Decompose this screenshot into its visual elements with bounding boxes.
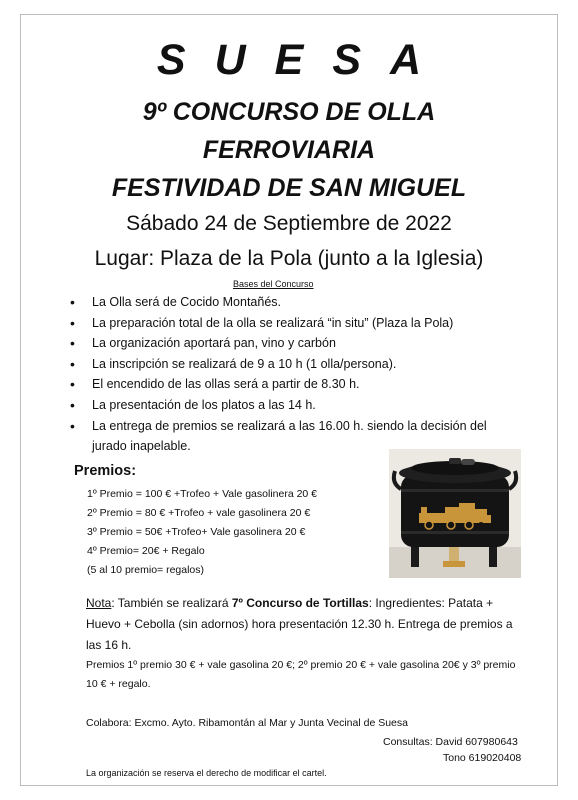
contact-line-2: Tono 619020408 xyxy=(443,752,522,764)
rule-item: • La entrega de premios se realizará a las 16.00 h. siendo la decisión del jurado inapelable. xyxy=(68,416,518,457)
prize-item: 3º Premio = 50€ +Trofeo+ Vale gasolinera 20 € xyxy=(87,526,306,538)
event-place: Lugar: Plaza de la Pola (junto a la Iglesia) xyxy=(94,247,484,270)
event-date: Sábado 24 de Septiembre de 2022 xyxy=(126,212,452,235)
tortillas-note xyxy=(86,593,526,656)
note-label: Nota xyxy=(86,596,112,610)
rule-item: • El encendido de las ollas será a partir de 8.30 h. xyxy=(68,374,518,395)
town-title: SUESA xyxy=(156,36,451,84)
tortillas-contest-name: 7º Concurso de Tortillas xyxy=(231,596,369,610)
rules-heading: Bases del Concurso xyxy=(233,279,314,289)
tortillas-prizes: Premios 1º premio 30 € + vale gasolina 20 €; 2º premio 20 € + vale gasolina 20€ y 3º premio 10 € + regalo. xyxy=(86,659,516,690)
disclaimer: La organización se reserva el derecho de modificar el cartel. xyxy=(86,768,327,778)
rule-item: • La Olla será de Cocido Montañés. xyxy=(68,292,518,313)
note-details: : Ingredientes: Patata + Huevo + Cebolla (sin adornos) hora presentación 12.30 h. Entrega de premios a las 16 h. xyxy=(86,596,513,652)
prizes-list xyxy=(87,485,317,580)
rule-item: • La preparación total de la olla se realizará “in situ” (Plaza la Pola) xyxy=(68,313,518,334)
festivity-title: FESTIVIDAD DE SAN MIGUEL xyxy=(111,174,467,202)
contest-title-line1: 9º CONCURSO DE OLLA xyxy=(142,98,436,126)
prize-item: 2º Premio = 80 € +Trofeo + vale gasolinera 20 € xyxy=(87,507,311,519)
rule-item: • La organización aportará pan, vino y carbón xyxy=(68,333,518,354)
railway-pot-photo xyxy=(389,449,521,578)
sponsors-line: Colabora: Excmo. Ayto. Ribamontán al Mar y Junta Vecinal de Suesa xyxy=(86,717,408,729)
note-intro: : También se realizará xyxy=(111,596,232,610)
contact-line-1: Consultas: David 607980643 xyxy=(383,736,518,748)
contest-title-line2: FERROVIARIA xyxy=(202,136,376,164)
rule-item: • La presentación de los platos a las 14 h. xyxy=(68,395,518,416)
prizes-heading: Premios: xyxy=(74,463,137,479)
prize-item: (5 al 10 premio= regalos) xyxy=(87,564,205,576)
prize-item: 1º Premio = 100 € +Trofeo + Vale gasolinera 20 € xyxy=(87,488,318,500)
rules-list xyxy=(68,292,518,457)
railway-pot-icon xyxy=(389,449,521,578)
prize-item: 4º Premio= 20€ + Regalo xyxy=(87,545,205,557)
rule-item: • La inscripción se realizará de 9 a 10 h (1 olla/persona). xyxy=(68,354,518,375)
